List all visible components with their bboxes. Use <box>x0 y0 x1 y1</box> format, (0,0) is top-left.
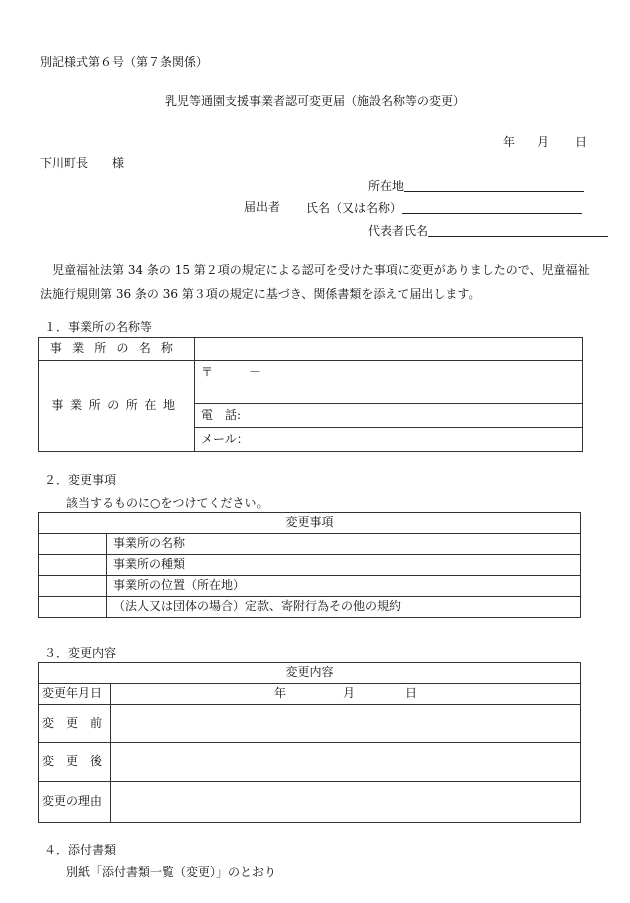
change-items-header: 変更事項 <box>39 513 581 534</box>
rep-field[interactable] <box>428 224 608 237</box>
document-title: 乳児等通園支援事業者認可変更届（施設名称等の変更） <box>164 94 465 108</box>
phone-field[interactable]: 電 話: <box>195 404 583 428</box>
notifier-name-row <box>306 201 582 214</box>
address-field[interactable] <box>404 179 584 192</box>
change-date-year: 年 <box>274 686 287 700</box>
change-item: 事業所の名称 <box>107 534 581 555</box>
change-content-header: 変更内容 <box>39 663 581 684</box>
change-item: 事業所の位置（所在地） <box>107 576 581 597</box>
section2-instruction: 該当するものに○をつけてください。 <box>66 496 269 510</box>
date-year-label: 年 <box>503 135 516 149</box>
intro-paragraph: 児童福祉法第 34 条の 15 第２項の規定による認可を受けた事項に変更がありましたので、児童福祉法施行規則第 36 条の 36 第３項の規定に基づき、関係書類を添えて届出します。 <box>40 263 590 301</box>
postal-field[interactable]: 〒 － <box>195 361 583 404</box>
change-date-field[interactable] <box>111 684 581 705</box>
notifier-label: 届出者 <box>244 200 281 214</box>
after-label: 変 更 後 <box>39 743 111 782</box>
change-content-table <box>38 662 581 823</box>
facility-name-field[interactable] <box>195 338 583 361</box>
change-item: 事業所の種類 <box>107 555 581 576</box>
facility-address-label: 事業所の所在地 <box>39 361 195 452</box>
mark-cell[interactable] <box>39 597 107 618</box>
date-month-label: 月 <box>537 135 550 149</box>
facility-table <box>38 337 583 452</box>
mark-cell[interactable] <box>39 534 107 555</box>
notifier-rep-row <box>368 224 608 237</box>
section3-heading: ３．変更内容 <box>44 646 117 660</box>
email-field[interactable]: メール： <box>195 428 583 452</box>
section4-heading: ４．添付書類 <box>44 843 117 857</box>
change-date-label: 変更年月日 <box>39 684 111 705</box>
name-field[interactable] <box>402 201 582 214</box>
section4-text: 別紙「添付書類一覧（変更）」のとおり <box>66 865 277 879</box>
change-items-table <box>38 512 581 618</box>
notifier-address-row <box>368 179 584 192</box>
before-field[interactable] <box>111 705 581 743</box>
change-date-month: 月 <box>343 686 356 700</box>
before-label: 変 更 前 <box>39 705 111 743</box>
reason-label: 変更の理由 <box>39 782 111 823</box>
after-field[interactable] <box>111 743 581 782</box>
reason-field[interactable] <box>111 782 581 823</box>
change-date-day: 日 <box>405 686 418 700</box>
mark-cell[interactable] <box>39 576 107 597</box>
rep-label: 代表者氏名 <box>368 224 429 238</box>
form-number: 別記様式第６号（第７条関係） <box>40 55 209 69</box>
address-label: 所在地 <box>368 179 405 193</box>
change-item: （法人又は団体の場合）定款、寄附行為その他の規約 <box>107 597 581 618</box>
name-label: 氏名（又は名称） <box>306 201 403 215</box>
date-day-label: 日 <box>575 135 588 149</box>
addressee: 下川町長 様 <box>40 156 125 170</box>
mark-cell[interactable] <box>39 555 107 576</box>
facility-name-label: 事業所の名称 <box>39 338 195 361</box>
section2-heading: ２．変更事項 <box>44 473 117 487</box>
section1-heading: １．事業所の名称等 <box>44 320 153 334</box>
